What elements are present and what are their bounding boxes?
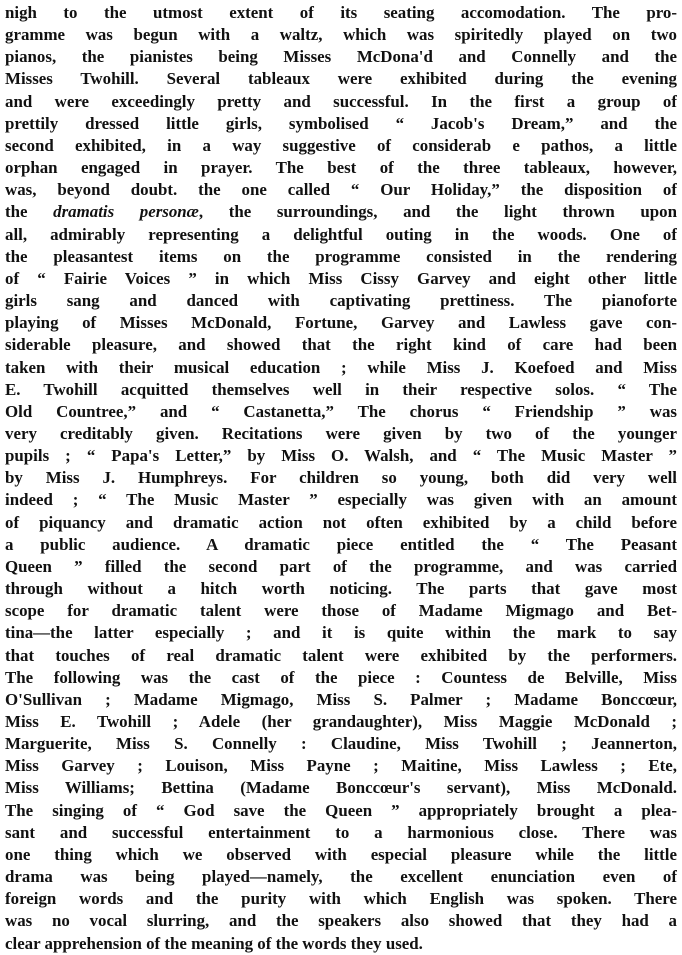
text-line-24: of piquancy and dramatic action not often exhibited by a child before: [5, 512, 677, 532]
text-line-18: E. Twohill acquitted themselves well in their respective solos. “ The: [5, 379, 677, 399]
text-line-4: Misses Twohill. Several tableaux were exhibited during the evening: [5, 69, 677, 89]
text-line-35: Miss Garvey ; Louison, Miss Payne ; Maitine, Miss Lawless ; Ete,: [5, 756, 677, 776]
text-line-1: nigh to the utmost extent of its seating accomodation. The pro-: [5, 3, 677, 22]
text-line-39: one thing which we observed with especial pleasure while the little: [5, 844, 677, 864]
text-line-2: gramme was begun with a waltz, which was spiritedly played on two: [5, 25, 677, 45]
text-line-11: all, admirably representing a delightful outing in the woods. One of: [5, 224, 677, 244]
text-line-38: sant and successful entertainment to a harmonious close. There was: [5, 822, 677, 842]
text-line-40: drama was being played—namely, the excellent enunciation even of: [5, 867, 677, 887]
text-line-20: very creditably given. Recitations were given by two of the younger: [5, 423, 677, 443]
text-line-15: playing of Misses McDonald, Fortune, Garvey and Lawless gave con-: [5, 313, 677, 333]
text-line-31: The following was the cast of the piece : Countess de Belville, Miss: [5, 667, 677, 687]
text-line-5: and were exceedingly pretty and successful. In the first a group of: [5, 91, 677, 111]
text-line-13: of “ Fairie Voices ” in which Miss Cissy Garvey and eight other little: [5, 268, 677, 288]
text-line-21: pupils ; “ Papa's Letter,” by Miss O. Walsh, and “ The Music Master ”: [5, 446, 677, 466]
article-column: [5, 2, 677, 955]
text-line-29: tina—the latter especially ; and it is quite within the mark to say: [5, 623, 677, 643]
text-line-12: the pleasantest items on the programme consisted in the rendering: [5, 246, 677, 266]
text-line-43: clear apprehension of the meaning of the words they used.: [5, 933, 423, 953]
text-line-17: taken with their musical education ; while Miss J. Koefoed and Miss: [5, 357, 677, 377]
text-line-14: girls sang and danced with captivating prettiness. The pianoforte: [5, 291, 677, 311]
text-line-16: siderable pleasure, and showed that the right kind of care had been: [5, 335, 677, 355]
text-line-8: orphan engaged in prayer. The best of the three tableaux, however,: [5, 158, 677, 178]
text-line-42: was no vocal slurring, and the speakers also showed that they had a: [5, 911, 677, 931]
text-line-23: indeed ; “ The Music Master ” especially was given with an amount: [5, 490, 677, 510]
text-line-30: that touches of real dramatic talent were exhibited by the performers.: [5, 645, 677, 665]
text-line-26: Queen ” filled the second part of the programme, and was carried: [5, 556, 677, 576]
text-line-37: The singing of “ God save the Queen ” appropriately brought a plea-: [5, 800, 677, 820]
text-line-6: prettily dressed little girls, symbolised “ Jacob's Dream,” and the: [5, 113, 677, 133]
text-line-10: the dramatis personæ, the surroundings, and the light thrown upon: [5, 202, 677, 222]
text-line-19: Old Countree,” and “ Castanetta,” The chorus “ Friendship ” was: [5, 401, 677, 421]
text-line-34: Marguerite, Miss S. Connelly : Claudine, Miss Twohill ; Jeannerton,: [5, 734, 677, 754]
text-line-27: through without a hitch worth noticing. The parts that gave most: [5, 579, 677, 599]
text-line-32: O'Sullivan ; Madame Migmago, Miss S. Palmer ; Madame Bonccœur,: [5, 689, 677, 709]
text-line-28: scope for dramatic talent were those of Madame Migmago and Bet-: [5, 601, 677, 621]
text-line-9: was, beyond doubt. the one called “ Our Holiday,” the disposition of: [5, 180, 677, 200]
text-line-3: pianos, the pianistes being Misses McDona'd and Connelly and the: [5, 47, 677, 67]
text-line-33: Miss E. Twohill ; Adele (her grandaughter), Miss Maggie McDonald ;: [5, 712, 677, 731]
text-line-36: Miss Williams; Bettina (Madame Bonccœur's servant), Miss McDonald.: [5, 778, 677, 798]
text-line-22: by Miss J. Humphreys. For children so young, both did very well: [5, 468, 677, 488]
text-line-7: second exhibited, in a way suggestive of considerab e pathos, a little: [5, 135, 677, 155]
text-line-25: a public audience. A dramatic piece entitled the “ The Peasant: [5, 534, 677, 554]
text-line-41: foreign words and the purity with which English was spoken. There: [5, 889, 677, 909]
